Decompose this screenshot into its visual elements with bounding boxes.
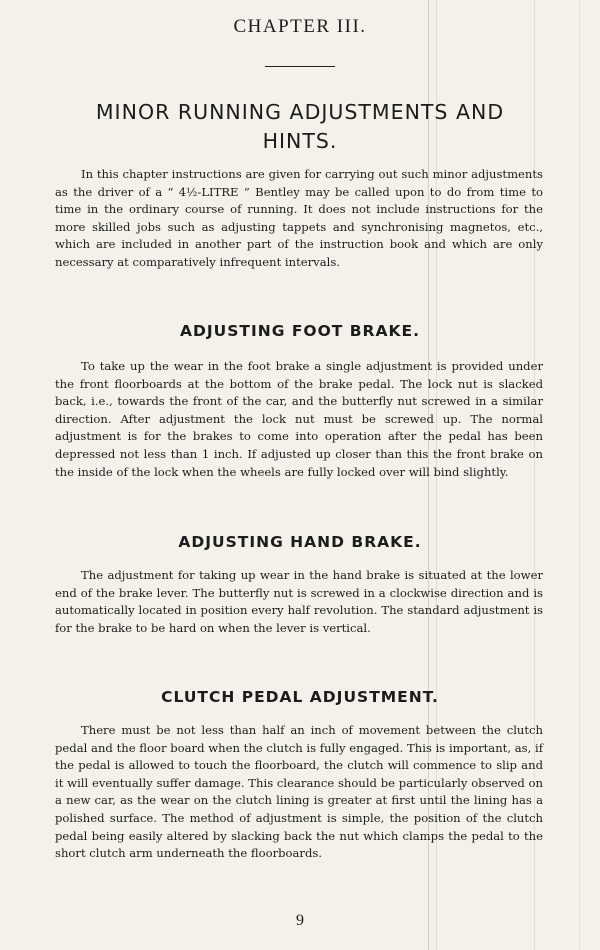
section-heading-hand-brake: ADJUSTING HAND BRAKE. (178, 533, 422, 551)
section-heading-clutch-pedal: CLUTCH PEDAL ADJUSTMENT. (161, 688, 439, 706)
chapter-title: MINOR RUNNING ADJUSTMENTS AND HINTS. (95, 100, 505, 153)
section-body-hand-brake: The adjustment for taking up wear in the hand brake is situated at the lower end of the brake lever. The butterfly nut is screwed in a clockwise direction and is automatically located in position every half revolution. The standard adjustment is for the brake to be hard on when the lever is vertical. (55, 568, 543, 635)
intro-paragraph: In this chapter instructions are given for carrying out such minor adjustments as the driver of a “ 4½-LITRE ” Bentley may be called upon to do from time to time in the ordinary course of running. It does not include instructions for the more skilled jobs such as adjusting tappets and synchronising magnetos, etc., which are included in another part of the instruction book and which are only necessary at comparatively infrequent intervals. (55, 167, 543, 269)
section-body-clutch-pedal: There must be not less than half an inch of movement between the clutch pedal and the floor board when the clutch is fully engaged. This is important, as, if the pedal is allowed to touch the floorboard, the clutch will commence to slip and it will eventually suffer damage. This clearance should be particularly observed on a new car, as the wear on the clutch lining is greater at first until the lining has a polished surface. The method of adjustment is simple, the position of the clutch pedal being easily altered by slacking back the nut which clamps the pedal to the short clutch arm underneath the floorboards. (55, 723, 543, 861)
page-number: 9 (296, 912, 304, 929)
section-body-foot-brake: To take up the wear in the foot brake a single adjustment is provided under the front floorboards at the bottom of the brake pedal. The lock nut is slacked back, i.e., towards the front of the car, and the butterfly nut screwed in a similar direction. After adjustment the lock nut must be screwed up. The normal adjustment is for the brakes to come into operation after the pedal has been depressed not less than 1 inch. If adjusted up closer than this the front brake on the inside of the lock when the wheels are fully locked over will bind slightly. (55, 359, 543, 479)
chapter-label: CHAPTER III. (233, 16, 367, 37)
scan-streak (579, 0, 580, 950)
chapter-divider (265, 66, 335, 67)
section-heading-foot-brake: ADJUSTING FOOT BRAKE. (180, 322, 420, 340)
